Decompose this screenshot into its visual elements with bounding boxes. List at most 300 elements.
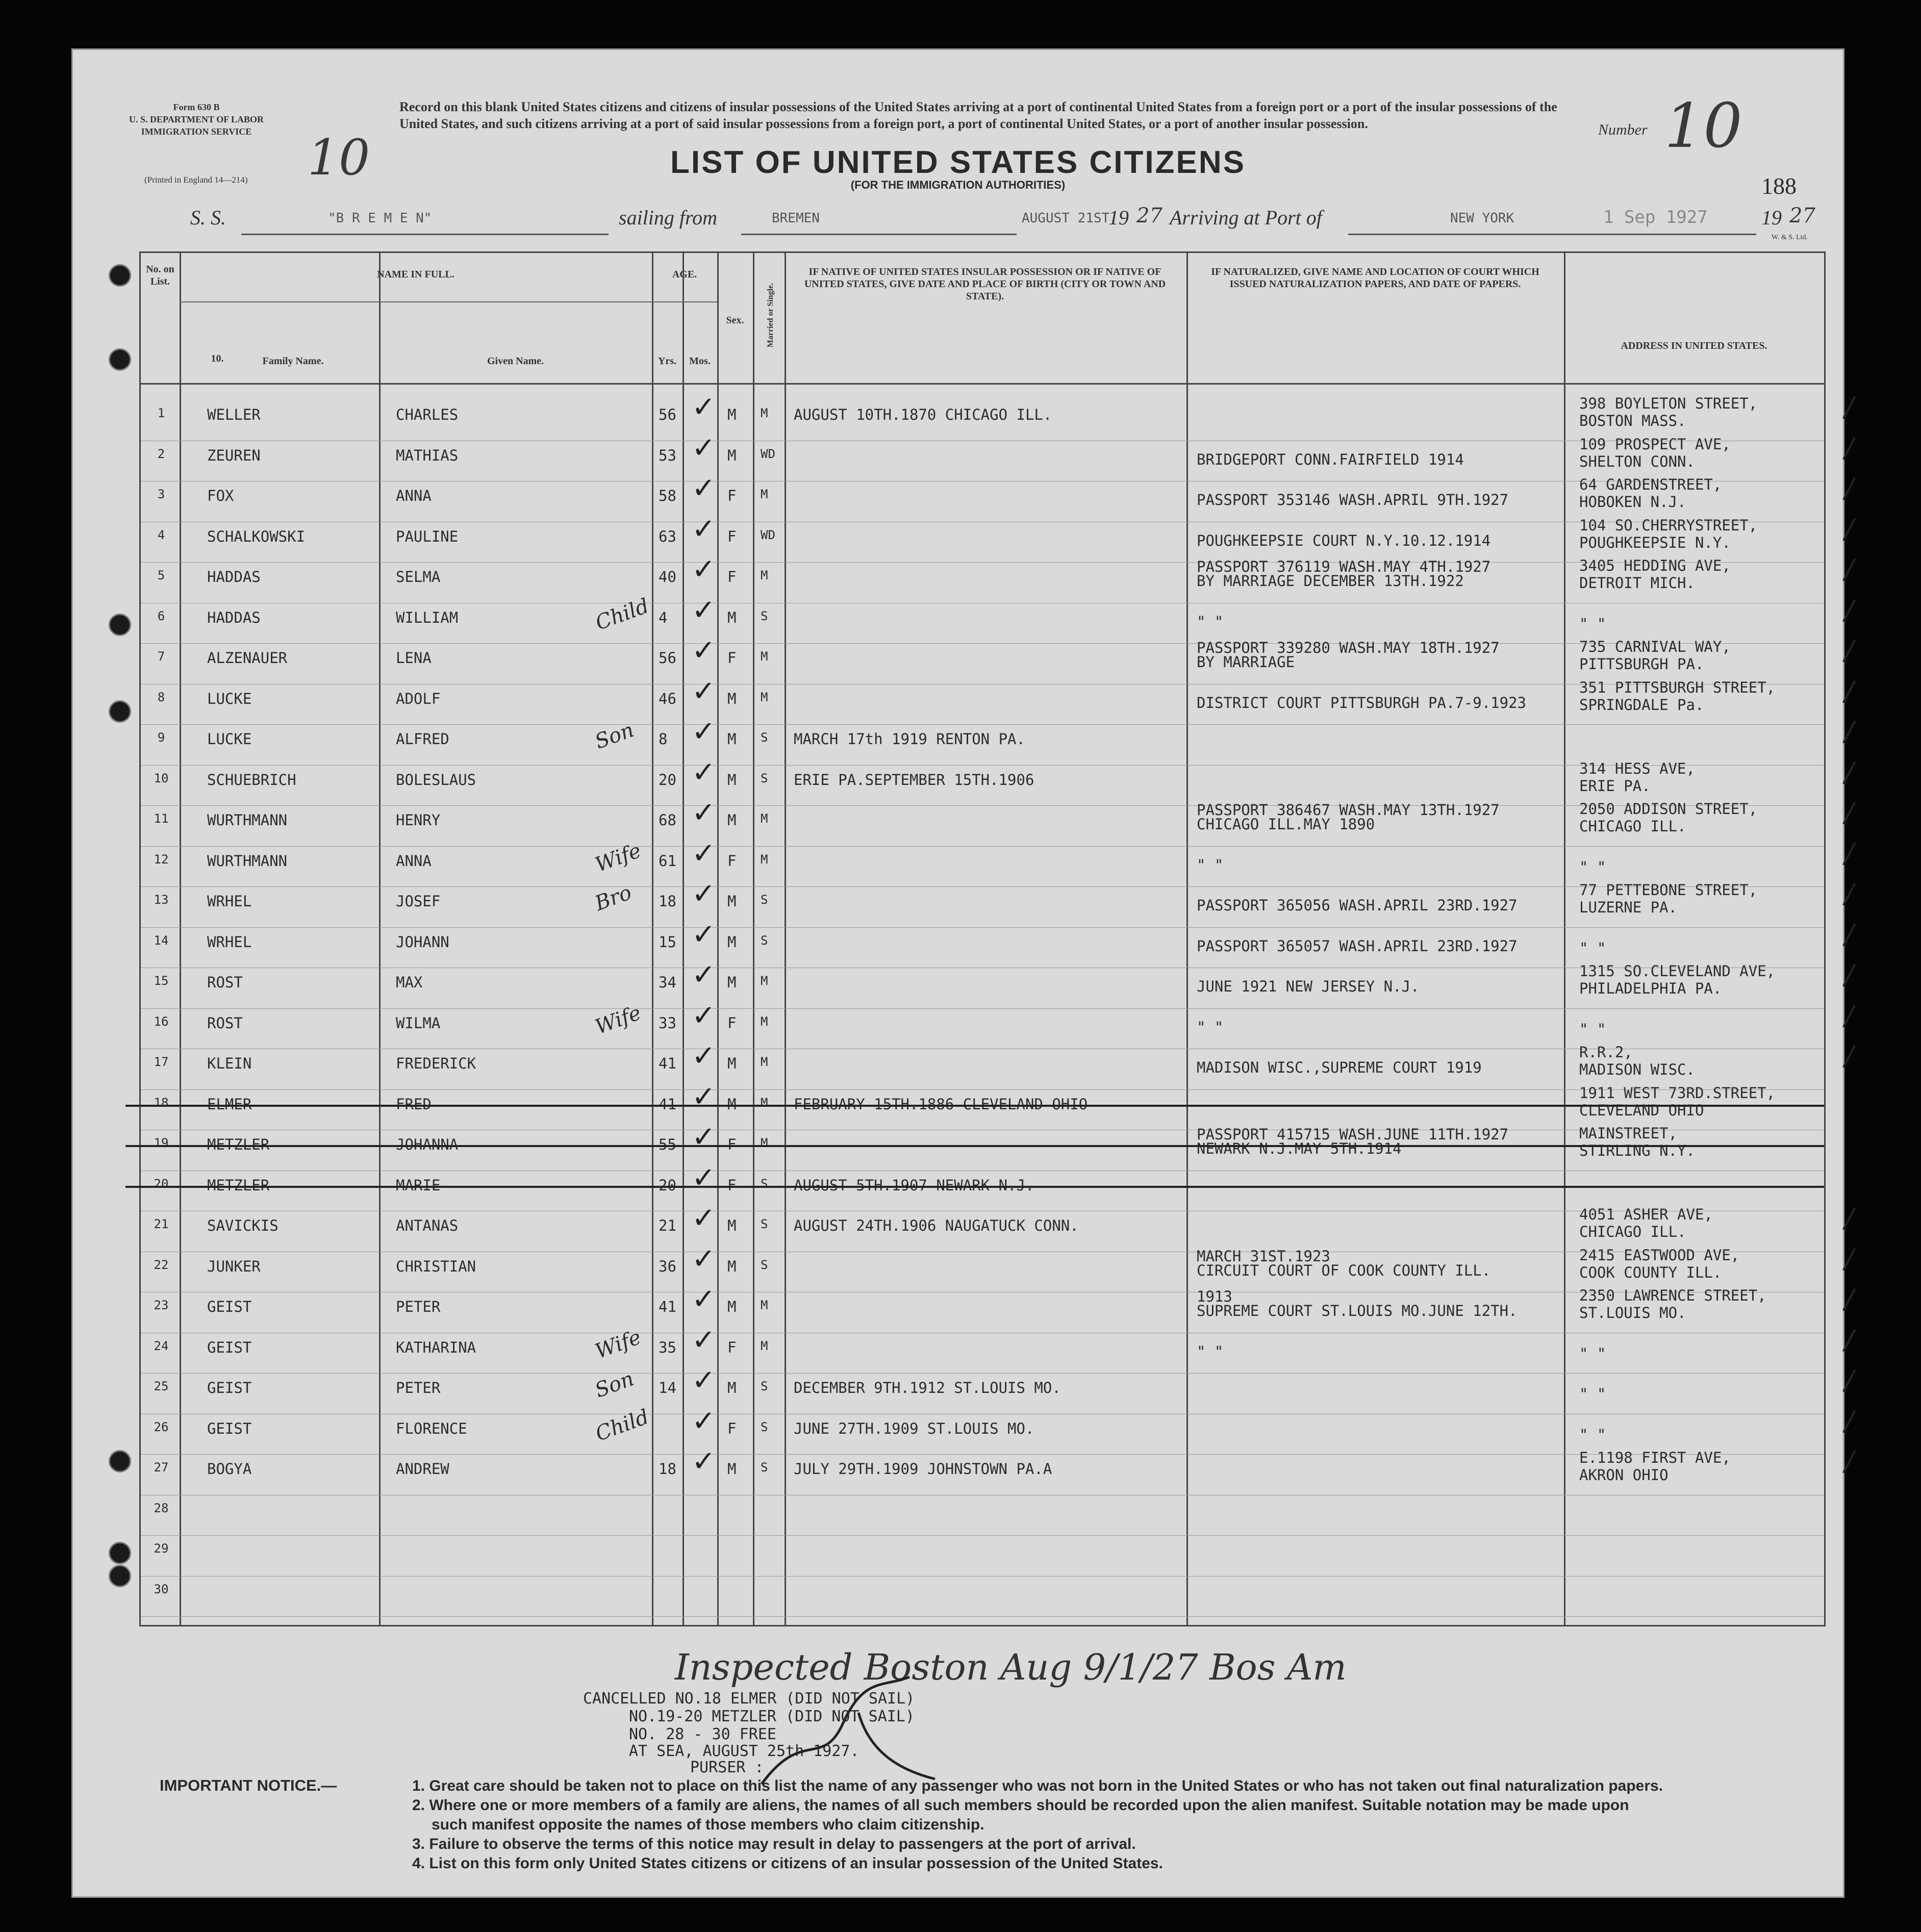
row-number: 21 — [154, 1217, 169, 1231]
given-name: WILMA — [396, 1014, 441, 1032]
row-number: 3 — [157, 487, 165, 501]
address-line-1: 735 CARNIVAL WAY, — [1579, 638, 1731, 655]
address-check-mark: / — [1841, 633, 1857, 668]
age-years: 20 — [659, 771, 676, 789]
sex: F — [727, 1014, 737, 1032]
given-name: JOSEF — [396, 893, 441, 910]
sex: M — [727, 1379, 737, 1396]
marital-status: M — [761, 568, 768, 582]
age-years: 41 — [659, 1298, 676, 1315]
marital-status: S — [761, 1217, 768, 1231]
row-number: 22 — [154, 1257, 169, 1272]
row-divider — [141, 1454, 1824, 1455]
sailing-from: BREMEN — [772, 211, 820, 226]
address-check-mark: / — [1841, 836, 1857, 871]
notice-item-4: 4. List on this form only United States citizens or citizens of an insular possession of the United States. — [412, 1855, 1163, 1872]
sex: M — [727, 446, 737, 464]
address-check-mark: / — [1841, 512, 1857, 546]
sex: M — [727, 811, 737, 829]
notice-item-2-cont: such manifest opposite the names of those members who claim citizenship. — [432, 1816, 984, 1833]
age-years: 4 — [659, 608, 668, 626]
row-number: 18 — [154, 1095, 169, 1110]
address-line-2: " " — [1579, 1426, 1606, 1443]
given-name: CHRISTIAN — [396, 1257, 476, 1275]
naturalization-line-1: PASSPORT 339280 WASH.MAY 18TH.1927 — [1197, 639, 1500, 656]
age-years: 18 — [659, 1460, 676, 1478]
row-number: 12 — [154, 852, 169, 867]
age-years: 41 — [659, 1095, 676, 1113]
naturalization-line-2: BY MARRIAGE — [1197, 653, 1295, 671]
address-line-1: 104 SO.CHERRYSTREET, — [1579, 516, 1758, 534]
notice-label: IMPORTANT NOTICE.— — [160, 1776, 337, 1794]
age-years: 20 — [659, 1176, 676, 1194]
address-line-1: 77 PETTEBONE STREET, — [1579, 881, 1758, 899]
marital-status: M — [761, 1055, 768, 1069]
given-name: ANDREW — [396, 1460, 449, 1478]
cancellation-line-4: AT SEA, AUGUST 25th 1927. — [629, 1742, 860, 1760]
address-check-mark: / — [1841, 876, 1857, 911]
address-line-1: 1911 WEST 73RD.STREET, — [1579, 1084, 1776, 1102]
col-age: AGE. — [672, 269, 697, 280]
age-years: 14 — [659, 1379, 676, 1396]
address-line-1: E.1198 FIRST AVE, — [1579, 1449, 1731, 1466]
year: 27 — [1136, 204, 1162, 227]
given-name: HENRY — [396, 811, 441, 829]
age-years: 35 — [659, 1338, 676, 1356]
age-years: 56 — [659, 649, 676, 667]
age-years: 56 — [659, 406, 676, 423]
form-number: Form 630 B — [173, 102, 220, 112]
marital-status: M — [761, 690, 768, 704]
marital-status: M — [761, 1298, 768, 1312]
row-divider — [141, 805, 1824, 806]
col-sex: Sex. — [726, 315, 744, 326]
address-line-2: DETROIT MICH. — [1579, 574, 1695, 592]
address-check-mark: / — [1841, 471, 1857, 506]
family-name: SCHUEBRICH — [207, 771, 296, 789]
check-mark: ✓ — [692, 1202, 716, 1235]
family-name: ZEUREN — [207, 446, 261, 464]
naturalization-line-2: BRIDGEPORT CONN.FAIRFIELD 1914 — [1197, 450, 1464, 468]
row-number: 4 — [157, 527, 165, 542]
address-check-mark: / — [1841, 674, 1857, 708]
naturalization-line-2: PASSPORT 365057 WASH.APRIL 23RD.1927 — [1197, 937, 1518, 955]
family-name: GEIST — [207, 1419, 252, 1437]
sailing-label: sailing from — [619, 206, 717, 229]
family-name: HADDAS — [207, 608, 261, 626]
row-divider — [141, 846, 1824, 847]
given-name: JOHANNA — [396, 1136, 459, 1153]
given-name: ANNA — [396, 852, 432, 870]
service: IMMIGRATION SERVICE — [141, 126, 252, 137]
check-mark: ✓ — [692, 1080, 716, 1113]
birth-details: AUGUST 5TH.1907 NEWARK N.J. — [794, 1176, 1034, 1194]
row-divider — [141, 886, 1824, 887]
page-subtitle: (FOR THE IMMIGRATION AUTHORITIES) — [850, 179, 1066, 191]
check-mark: ✓ — [692, 1242, 716, 1276]
family-name: METZLER — [207, 1176, 270, 1194]
marital-status: S — [761, 1176, 768, 1191]
form-instructions: Record on this blank United States citizens and citizens of insular possessions of the United States arriving at a port of continental United States from a foreign port or a port of the insular possessions of the United States, and such citizens arriving at a port of said insular possessions from a foreign port, a port of continental United States, or a port of another insular possession. — [399, 99, 1557, 131]
age-years: 46 — [659, 690, 676, 707]
marital-status: S — [761, 608, 768, 623]
relationship-note: Child — [592, 594, 652, 635]
sailing-date: AUGUST 21ST. — [1022, 211, 1118, 226]
age-years: 68 — [659, 811, 676, 829]
address-line-2: LUZERNE PA. — [1579, 899, 1678, 916]
row-number: 17 — [154, 1055, 169, 1069]
birth-details: FEBRUARY 15TH.1886 CLEVELAND OHIO — [794, 1095, 1088, 1113]
naturalization-line-1: PASSPORT 376119 WASH.MAY 4TH.1927 — [1197, 558, 1491, 575]
age-years: 33 — [659, 1014, 676, 1032]
family-name: LUCKE — [207, 730, 252, 748]
address-check-mark: / — [1841, 714, 1857, 749]
given-name: FLORENCE — [396, 1419, 467, 1437]
ship-name: "B R E M E N" — [328, 211, 432, 226]
col-list-number: 10. — [211, 353, 224, 364]
family-name: METZLER — [207, 1136, 270, 1153]
marital-status: S — [761, 730, 768, 745]
strike-through — [125, 1105, 1824, 1107]
printer-mark: W. & S. Ltd. — [1772, 234, 1808, 241]
relationship-note: Child — [592, 1405, 652, 1446]
sex: M — [727, 1460, 737, 1478]
address-line-2: ERIE PA. — [1579, 777, 1651, 795]
age-years: 15 — [659, 933, 676, 951]
check-mark: ✓ — [692, 1039, 716, 1073]
family-name: GEIST — [207, 1298, 252, 1315]
row-number: 16 — [154, 1014, 169, 1029]
given-name: ANNA — [396, 487, 432, 504]
naturalization-line-2: CHICAGO ILL.MAY 1890 — [1197, 816, 1375, 833]
printed-note: (Printed in England 14—214) — [144, 175, 248, 185]
relationship-note: Bro — [592, 880, 635, 916]
address-check-mark: / — [1841, 795, 1857, 830]
col-address: ADDRESS IN UNITED STATES. — [1621, 340, 1767, 351]
birth-details: ERIE PA.SEPTEMBER 15TH.1906 — [794, 771, 1034, 789]
address-check-mark: / — [1841, 593, 1857, 627]
row-number: 28 — [154, 1501, 169, 1515]
address-line-1: 351 PITTSBURGH STREET, — [1579, 678, 1776, 696]
row-number: 20 — [154, 1176, 169, 1191]
col-family-name: Family Name. — [262, 355, 324, 367]
number-value: 10 — [1664, 91, 1742, 162]
department: U. S. DEPARTMENT OF LABOR — [129, 114, 264, 124]
row-number: 1 — [157, 406, 165, 420]
given-name: FRED — [396, 1095, 432, 1113]
sex: M — [727, 893, 737, 910]
relationship-note: Wife — [592, 838, 644, 877]
arrival-stamp: 1 Sep 1927 — [1603, 207, 1708, 227]
row-number: 2 — [157, 446, 165, 461]
naturalization-line-2: SUPREME COURT ST.LOUIS MO.JUNE 12TH. — [1197, 1302, 1518, 1319]
sex: M — [727, 690, 737, 707]
family-name: GEIST — [207, 1338, 252, 1356]
number-label: Number — [1598, 121, 1648, 138]
col-given-name: Given Name. — [487, 355, 544, 367]
check-mark: ✓ — [692, 1323, 716, 1357]
marital-status: S — [761, 1419, 768, 1434]
family-name: LUCKE — [207, 690, 252, 707]
relationship-note: Son — [592, 1367, 637, 1403]
family-name: ELMER — [207, 1095, 252, 1113]
check-mark: ✓ — [692, 391, 716, 424]
relationship-note: Son — [592, 718, 637, 754]
row-divider — [141, 1616, 1824, 1617]
row-number: 19 — [154, 1136, 169, 1150]
page-number: 188 — [1761, 173, 1797, 199]
sex: M — [727, 608, 737, 626]
address-line-2: PITTSBURGH PA. — [1579, 655, 1704, 673]
notice-item-2: 2. Where one or more members of a family are aliens, the names of all such members should be recorded upon the alien manifest. Suitable notation may be made upon — [412, 1797, 1629, 1814]
address-check-mark: / — [1841, 957, 1857, 993]
address-line-2: COOK COUNTY ILL. — [1579, 1263, 1722, 1281]
arrival-port: NEW YORK — [1450, 211, 1514, 226]
check-mark: ✓ — [692, 472, 716, 505]
given-name: FREDERICK — [396, 1055, 476, 1072]
given-name: MARIE — [396, 1176, 441, 1194]
marital-status: S — [761, 1379, 768, 1393]
address-line-2: " " — [1579, 858, 1606, 876]
marital-status: S — [761, 933, 768, 948]
row-number: 27 — [154, 1460, 169, 1475]
year-prefix-2: 19 — [1761, 206, 1782, 229]
given-name: KATHARINA — [396, 1338, 476, 1356]
row-divider — [141, 562, 1824, 563]
address-line-2: CHICAGO ILL. — [1579, 1223, 1686, 1240]
row-number: 10 — [154, 771, 169, 785]
notice-item-3: 3. Failure to observe the terms of this notice may result in delay to passengers at the port of arrival. — [412, 1836, 1136, 1852]
check-mark: ✓ — [692, 999, 716, 1032]
family-name: WURTHMANN — [207, 852, 288, 870]
address-line-2: PHILADELPHIA PA. — [1579, 980, 1722, 997]
row-number: 11 — [154, 811, 169, 826]
check-mark: ✓ — [692, 796, 716, 829]
address-line-1: 314 HESS AVE, — [1579, 759, 1695, 777]
age-years: 34 — [659, 974, 676, 991]
family-name: SAVICKIS — [207, 1217, 279, 1234]
notice-item-1: 1. Great care should be taken not to place on this list the name of any passenger who was not born in the United States or who has not taken out final naturalization papers. — [412, 1777, 1663, 1794]
address-check-mark: / — [1841, 430, 1857, 465]
inspector-signature: Inspected Boston Aug 9/1/27 Bos Am — [675, 1646, 1347, 1688]
age-years: 18 — [659, 893, 676, 910]
given-name: CHARLES — [396, 406, 459, 423]
relationship-note: Wife — [592, 1325, 644, 1363]
address-line-2: POUGHKEEPSIE N.Y. — [1579, 533, 1731, 551]
given-name: SELMA — [396, 568, 441, 586]
address-check-mark: / — [1841, 1444, 1857, 1479]
naturalization-line-2: MADISON WISC.,SUPREME COURT 1919 — [1197, 1059, 1482, 1076]
purser-signature — [741, 1667, 955, 1789]
ss-label: S. S. — [190, 206, 226, 229]
row-divider — [141, 927, 1824, 928]
address-line-1: 398 BOYLETON STREET, — [1579, 395, 1758, 412]
address-line-2: " " — [1579, 615, 1606, 632]
naturalization-line-2: NEWARK N.J.MAY 5TH.1914 — [1197, 1140, 1402, 1157]
row-divider — [141, 1373, 1824, 1374]
age-years: 41 — [659, 1055, 676, 1072]
age-years: 21 — [659, 1217, 676, 1234]
year-prefix: 19 — [1108, 206, 1129, 229]
family-name: ROST — [207, 1014, 243, 1032]
sex: M — [727, 974, 737, 991]
address-check-mark: / — [1841, 1404, 1857, 1438]
row-divider — [141, 1576, 1824, 1577]
family-name: ROST — [207, 974, 243, 991]
row-divider — [141, 1008, 1824, 1009]
col-married-single: Married or Single. — [766, 283, 775, 348]
address-line-2: ST.LOUIS MO. — [1579, 1304, 1686, 1321]
check-mark: ✓ — [692, 1161, 716, 1194]
sex: F — [727, 1176, 737, 1194]
check-mark: ✓ — [692, 674, 716, 708]
birth-details: DECEMBER 9TH.1912 ST.LOUIS MO. — [794, 1379, 1061, 1396]
address-check-mark: / — [1841, 390, 1857, 425]
age-years: 40 — [659, 568, 676, 586]
age-years: 63 — [659, 527, 676, 545]
birth-details: AUGUST 10TH.1870 CHICAGO ILL. — [794, 406, 1052, 423]
sex: F — [727, 568, 737, 586]
row-number: 14 — [154, 933, 169, 948]
row-number: 13 — [154, 893, 169, 907]
sex: M — [727, 1095, 737, 1113]
naturalization-line-2: JUNE 1921 NEW JERSEY N.J. — [1197, 978, 1420, 995]
row-number: 23 — [154, 1298, 169, 1312]
row-number: 26 — [154, 1419, 169, 1434]
row-number: 9 — [157, 730, 165, 745]
marital-status: WD — [761, 527, 775, 542]
marital-status: S — [761, 1460, 768, 1475]
address-check-mark: / — [1841, 552, 1857, 587]
address-check-mark: / — [1841, 998, 1857, 1033]
given-name: MATHIAS — [396, 446, 459, 464]
age-years: 53 — [659, 446, 676, 464]
given-name: ANTANAS — [396, 1217, 459, 1234]
naturalization-line-2: " " — [1197, 856, 1224, 874]
sex: F — [727, 1338, 737, 1356]
family-name: WELLER — [207, 406, 261, 423]
page-title: LIST OF UNITED STATES CITIZENS — [670, 145, 1246, 180]
naturalization-line-2: " " — [1197, 1018, 1224, 1036]
birth-details: JULY 29TH.1909 JOHNSTOWN PA.A — [794, 1460, 1052, 1478]
row-number: 29 — [154, 1541, 169, 1556]
sex: F — [727, 487, 737, 504]
address-line-2: SPRINGDALE Pa. — [1579, 696, 1704, 714]
arriving-label: Arriving at Port of — [1170, 206, 1322, 229]
address-line-2: CLEVELAND OHIO — [1579, 1101, 1704, 1119]
address-check-mark: / — [1841, 1201, 1857, 1236]
naturalization-line-1: MARCH 31ST.1923 — [1197, 1247, 1330, 1265]
marital-status: M — [761, 974, 768, 988]
address-line-1: 2350 LAWRENCE STREET, — [1579, 1287, 1766, 1304]
sex: M — [727, 1055, 737, 1072]
sex: F — [727, 852, 737, 870]
given-name: PETER — [396, 1298, 441, 1315]
address-line-2: " " — [1579, 939, 1606, 957]
col-years: Yrs. — [658, 355, 677, 367]
row-divider — [141, 1535, 1824, 1536]
passenger-table — [139, 251, 1857, 1626]
address-line-2: HOBOKEN N.J. — [1579, 493, 1686, 511]
given-name: ALFRED — [396, 730, 449, 748]
arrival-year: 27 — [1789, 204, 1815, 227]
age-years: 61 — [659, 852, 676, 870]
sex: F — [727, 527, 737, 545]
check-mark: ✓ — [692, 958, 716, 992]
given-name: BOLESLAUS — [396, 771, 476, 789]
col-naturalization: IF NATURALIZED, GIVE NAME AND LOCATION OF COURT WHICH ISSUED NATURALIZATION PAPERS, AND DATE OF PAPERS. — [1211, 266, 1539, 290]
family-name: JUNKER — [207, 1257, 261, 1275]
row-number: 8 — [157, 690, 165, 704]
check-mark: ✓ — [692, 755, 716, 789]
address-line-2: " " — [1579, 1344, 1606, 1362]
notice-list — [412, 1776, 1663, 1873]
check-mark: ✓ — [692, 512, 716, 546]
marital-status: S — [761, 1257, 768, 1272]
birth-details: JUNE 27TH.1909 ST.LOUIS MO. — [794, 1419, 1034, 1437]
address-line-1: 2050 ADDISON STREET, — [1579, 800, 1758, 818]
address-line-2: SHELTON CONN. — [1579, 452, 1695, 470]
address-line-2: " " — [1579, 1385, 1606, 1403]
check-mark: ✓ — [692, 836, 716, 870]
given-name: ADOLF — [396, 690, 441, 707]
relationship-note: Wife — [592, 1001, 644, 1039]
family-name: KLEIN — [207, 1055, 252, 1072]
row-divider — [141, 1089, 1824, 1090]
given-name: PETER — [396, 1379, 441, 1396]
address-line-1: 109 PROSPECT AVE, — [1579, 435, 1731, 453]
strike-through — [125, 1145, 1824, 1147]
address-line-1: 1315 SO.CLEVELAND AVE, — [1579, 962, 1776, 980]
marital-status: M — [761, 487, 768, 501]
marital-status: M — [761, 649, 768, 664]
address-check-mark: / — [1841, 1038, 1857, 1074]
sex: M — [727, 406, 737, 423]
family-name: BOGYA — [207, 1460, 252, 1478]
marital-status: S — [761, 893, 768, 907]
address-line-1: 2415 EASTWOOD AVE, — [1579, 1246, 1740, 1264]
family-name: HADDAS — [207, 568, 261, 586]
col-months: Mos. — [689, 355, 711, 367]
address-line-1: 3405 HEDDING AVE, — [1579, 557, 1731, 574]
family-name: SCHALKOWSKI — [207, 527, 306, 545]
marital-status: M — [761, 1338, 768, 1353]
address-check-mark: / — [1841, 1363, 1857, 1398]
given-name: LENA — [396, 649, 432, 667]
sex: M — [727, 1257, 737, 1275]
sex: M — [727, 933, 737, 951]
age-years: 8 — [659, 730, 668, 748]
naturalization-line-2: CIRCUIT COURT OF COOK COUNTY ILL. — [1197, 1261, 1491, 1279]
check-mark: ✓ — [692, 431, 716, 465]
marital-status: M — [761, 1014, 768, 1029]
check-mark: ✓ — [692, 918, 716, 951]
naturalization-line-2: DISTRICT COURT PITTSBURGH PA.7-9.1923 — [1197, 694, 1527, 711]
family-name: GEIST — [207, 1379, 252, 1396]
sex: M — [727, 771, 737, 789]
sex: F — [727, 1419, 737, 1437]
sex: F — [727, 649, 737, 667]
naturalization-line-2: PASSPORT 353146 WASH.APRIL 9TH.1927 — [1197, 491, 1509, 509]
marital-status: M — [761, 406, 768, 420]
naturalization-line-2: " " — [1197, 1342, 1224, 1360]
address-check-mark: / — [1841, 1241, 1857, 1276]
age-years: 55 — [659, 1136, 676, 1153]
row-number: 6 — [157, 608, 165, 623]
check-mark: ✓ — [692, 1404, 716, 1438]
col-no-on-list: No. on List. — [146, 264, 174, 287]
birth-details: MARCH 17th 1919 RENTON PA. — [794, 730, 1025, 748]
